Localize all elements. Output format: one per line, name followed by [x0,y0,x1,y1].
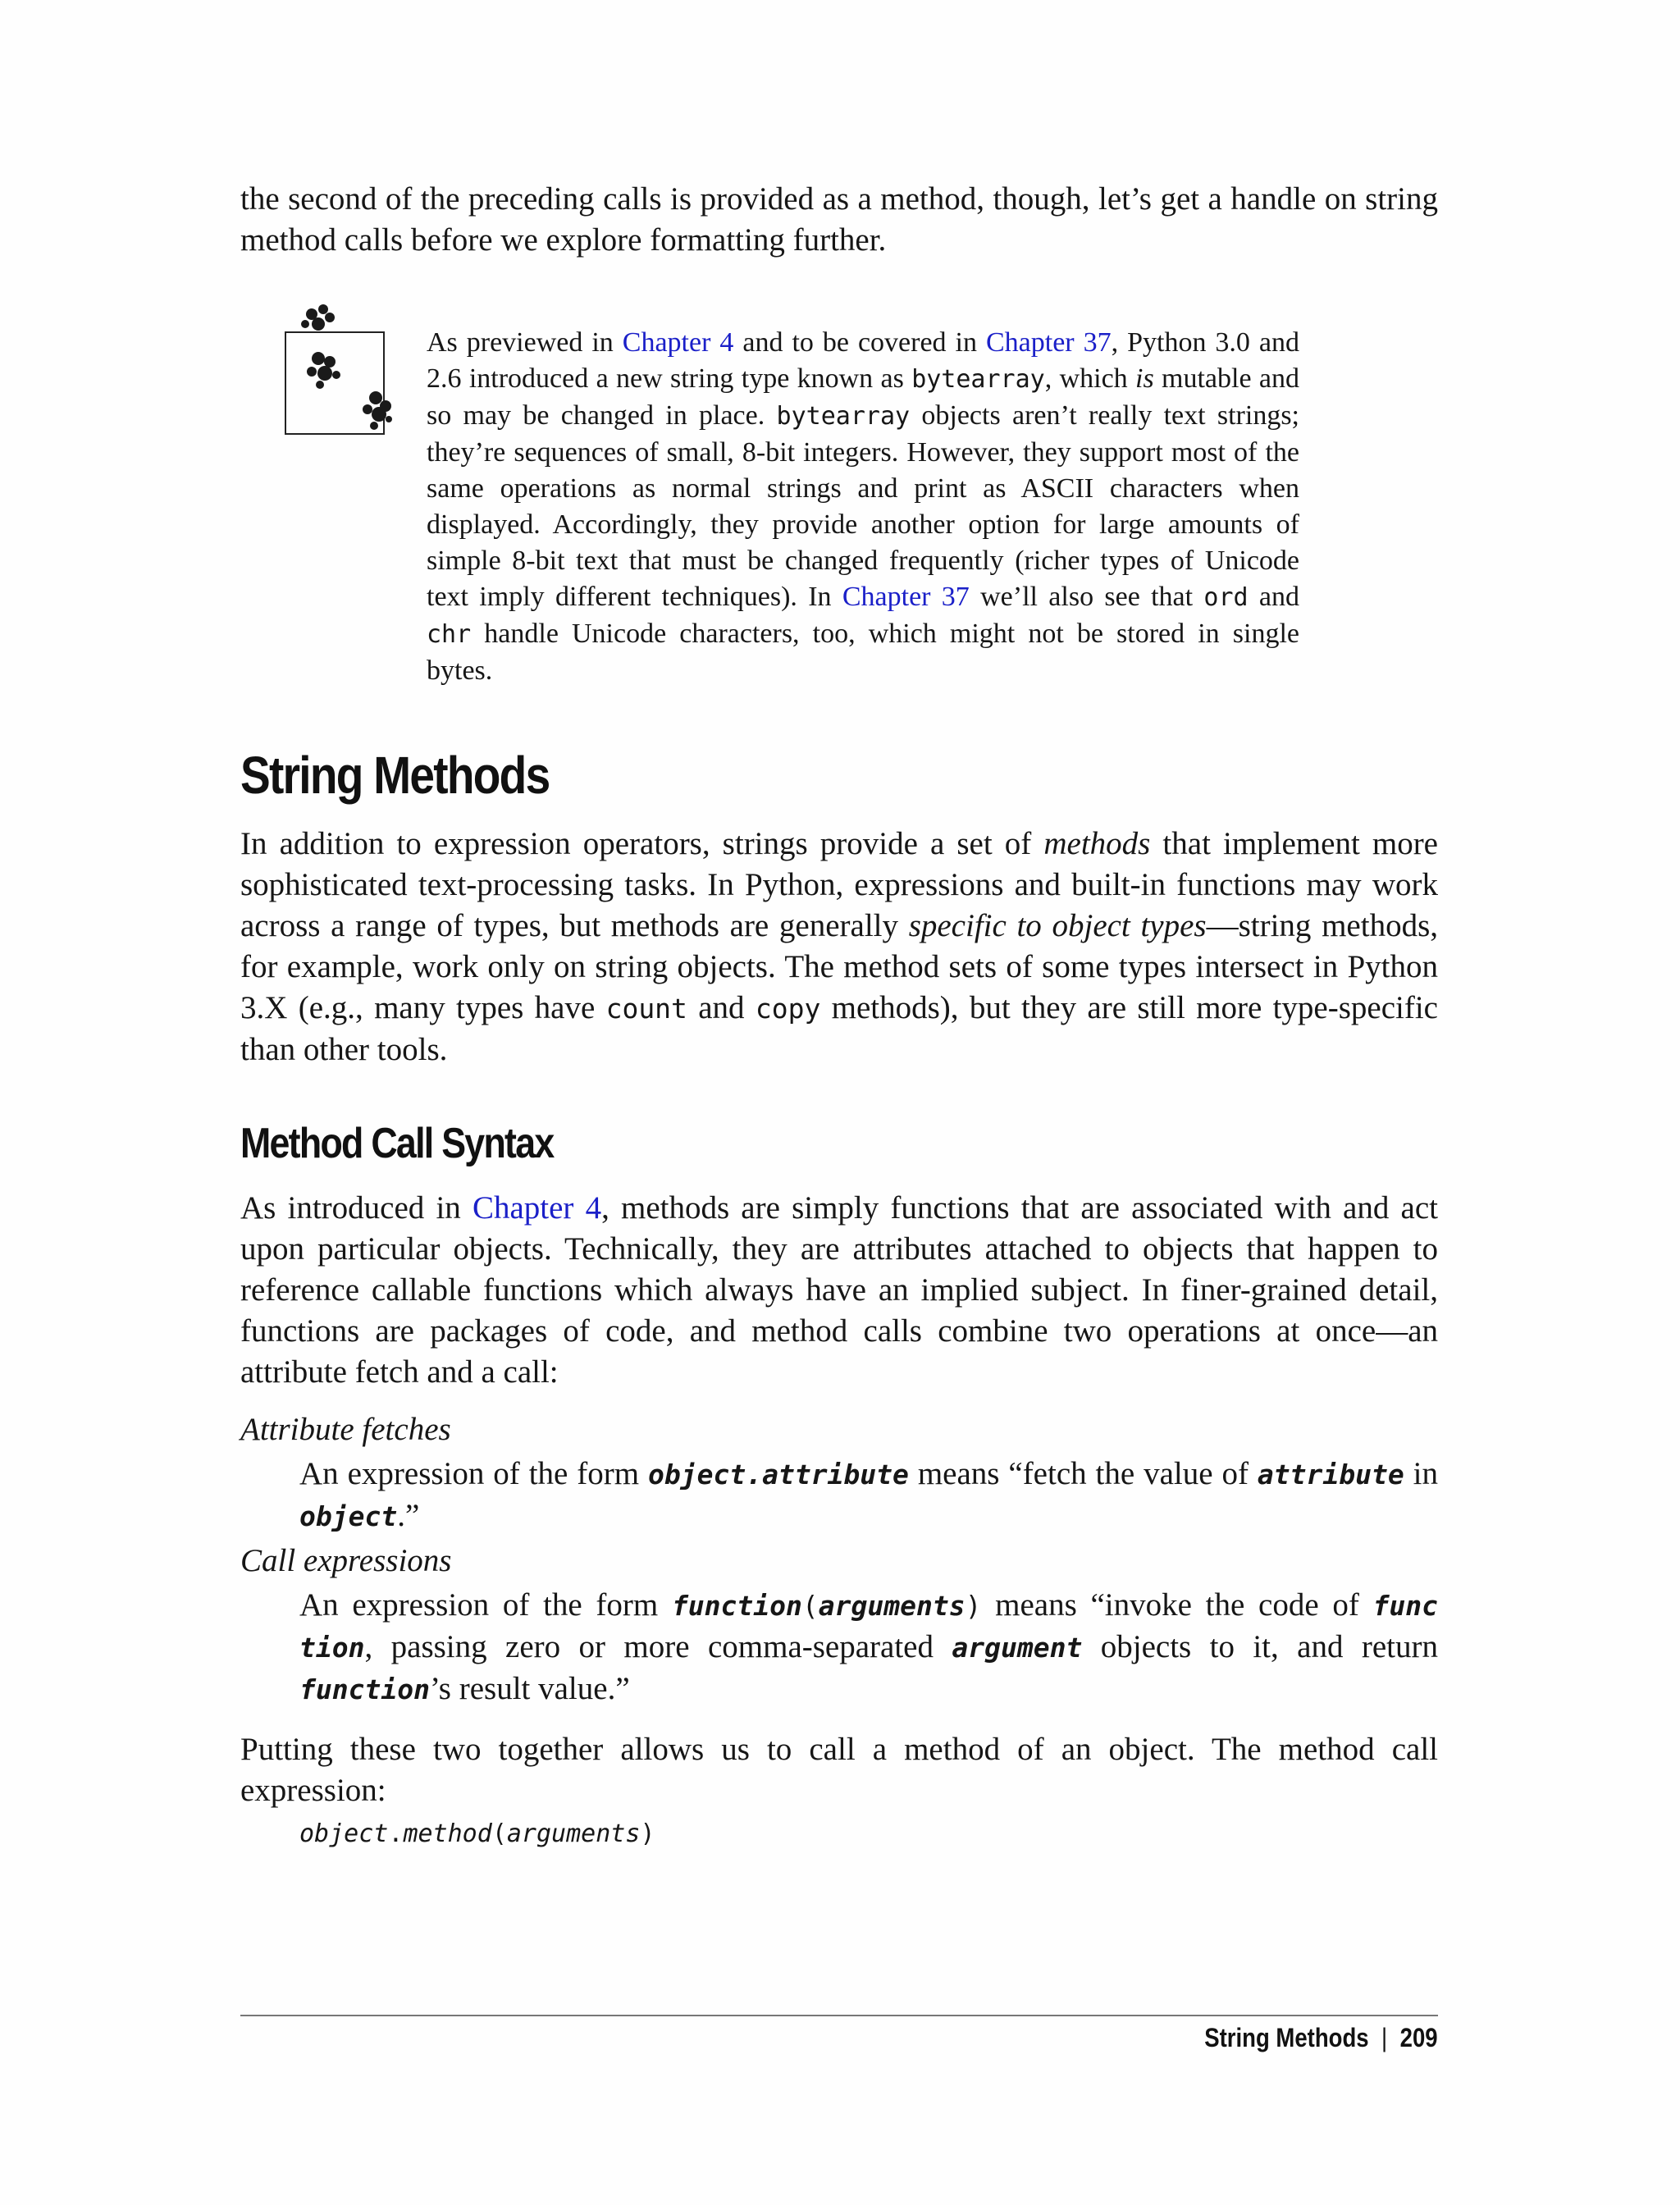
def2-text-b: means “invoke the code of [981,1587,1373,1623]
code-ord: ord [1203,583,1249,612]
code-function-2: function [299,1673,430,1705]
def2-text-e: ’s result value.” [429,1671,630,1706]
emphasis-methods: methods [1043,826,1151,861]
code-object: object [299,1500,398,1532]
raccoon-paw-tip-icon [279,299,402,447]
code-chr: chr [427,620,472,649]
code-example-object: object [299,1819,389,1848]
code-bytearray: bytearray [911,365,1045,394]
code-example-dot: . [388,1819,404,1848]
closing-text: Putting these two together allows us to call a method of an object. The method call expression: [240,1732,1438,1808]
code-argument: argument [952,1632,1083,1664]
chapter-37-link-2[interactable]: Chapter 37 [842,582,970,612]
def1-text-a: An expression of the form [299,1456,649,1491]
emphasis-specific: specific to object types [908,908,1207,943]
code-example-arguments: arguments [506,1819,641,1848]
code-attribute: attribute [1257,1459,1404,1491]
footer-section-title: String Methods [1204,2023,1369,2052]
code-arguments: arguments [818,1590,966,1622]
def1-text-d: .” [397,1498,420,1533]
code-function: function [671,1590,802,1622]
section-text-4: and [687,990,756,1025]
code-object-attribute: object.attribute [648,1459,909,1491]
note-text-5: mutable and so may be changed in place. [427,363,1299,431]
chapter-4-link[interactable]: Chapter 4 [622,327,734,358]
subsection-heading: Method Call Syntax [240,1120,554,1167]
section-text-5: methods), but they are still more type-specific than other tools. [240,990,1438,1067]
term-call-expressions: Call expressions [240,1543,452,1578]
intro-paragraph [240,179,1438,261]
intro-text: the second of the preceding calls is provided as a method, though, let’s get a handle on string method calls before we explore formatting further. [240,181,1438,258]
running-footer [1205,2023,1438,2053]
note-text-8: and [1248,582,1299,612]
chapter-4-link-2[interactable]: Chapter 4 [472,1190,602,1226]
subsection-paragraph [240,1188,1438,1393]
code-example-paren-open: ( [491,1819,507,1848]
code-example-paren-close: ) [640,1819,655,1848]
section-paragraph [240,824,1438,1071]
definition-attribute-fetches [299,1454,1438,1537]
subsection-text-1: As introduced in [240,1190,472,1226]
section-text-3: —string methods, for example, work only on string objects. The method sets of some types intersect in Python 3.X (e.g., many types have [240,908,1438,1025]
def1-text-c: in [1404,1456,1438,1491]
note-text-3: , Python 3.0 and 2.6 introduced a new string type known as [427,327,1300,394]
emphasis-is: is [1135,363,1154,394]
note-text-6: objects aren’t really text strings; they’re sequences of small, 8-bit integers. However, they support most of the same operations as normal strings and print as ASCII characters when displayed. Accordingly, they provide another option for large amounts of simple 8-bit text that must be changed frequently (richer types of Unicode text imply different techniques). In [427,400,1300,612]
note-text-9: handle Unicode characters, too, which might not be stored in single bytes. [427,619,1299,686]
code-func-tion: func tion [299,1590,1439,1664]
code-example [299,1819,655,1848]
code-bytearray-2: bytearray [776,402,911,431]
footer-divider [240,2015,1438,2016]
def1-text-b: means “fetch the value of [908,1456,1258,1491]
note-text-7: we’ll also see that [969,582,1204,612]
chapter-37-link[interactable]: Chapter 37 [985,327,1112,358]
code-count: count [605,993,687,1025]
note-text-2: and to be covered in [733,327,986,358]
subsection-text-2: , methods are simply functions that are associated with and act upon particular objects. Technically, they are attributes attached to objects that happen to reference callable functions which always have an implied subject. In finer-grained detail, functions are packages of code, and method calls combine two operations at once—an attribute fetch and a call: [240,1190,1438,1390]
code-paren-open: ( [801,1590,819,1622]
section-text-2: that implement more sophisticated text-processing tasks. In Python, expressions and built-in functions may work across a range of types, but methods are generally [240,826,1438,943]
section-heading: String Methods [240,746,550,805]
code-copy: copy [755,993,821,1025]
page-number: 209 [1400,2023,1438,2052]
def2-text-d: objects to it, and return [1082,1629,1439,1664]
code-example-method: method [403,1819,492,1848]
term-attribute-fetches: Attribute fetches [240,1412,451,1447]
closing-paragraph [240,1729,1438,1811]
code-paren-close: ) [965,1590,982,1622]
def2-text-a: An expression of the form [299,1587,672,1623]
section-text-1: In addition to expression operators, strings provide a set of [240,826,1044,861]
note-text-1: As previewed in [427,327,623,358]
footer-separator: | [1381,2023,1388,2052]
def2-text-c: , passing zero or more comma-separated [364,1629,952,1664]
definition-call-expressions [299,1585,1438,1710]
note-text-4: , which [1044,363,1136,394]
tip-note [427,325,1299,689]
